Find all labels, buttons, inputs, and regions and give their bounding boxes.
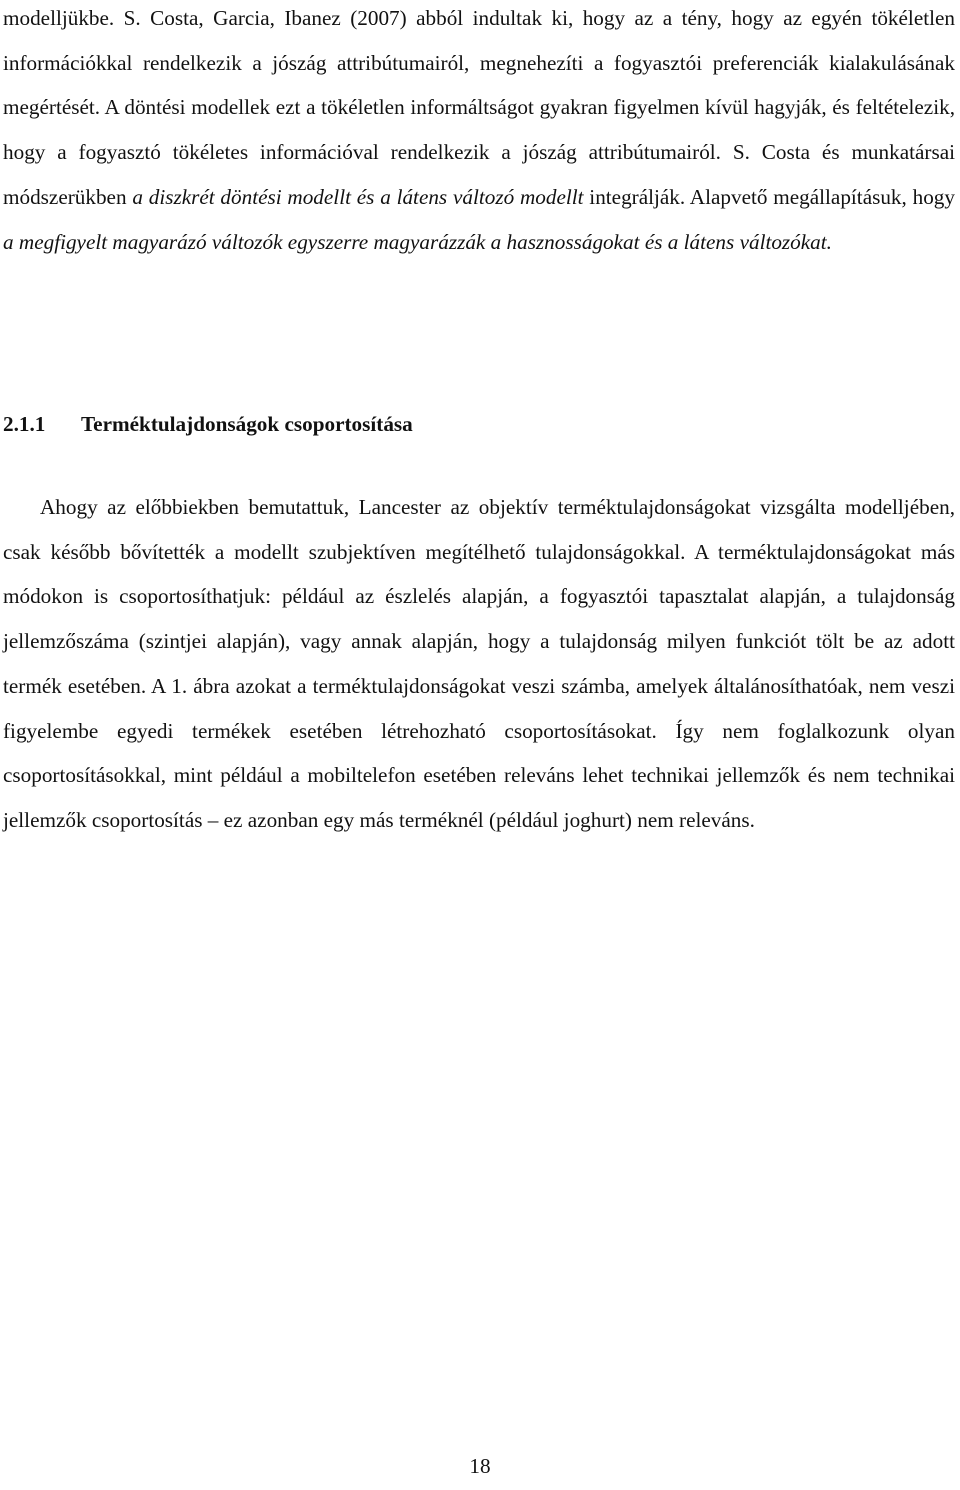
page-number: 18 (469, 1454, 491, 1478)
paragraph1-text-run-1: modelljükbe. S. Costa, Garcia, Ibanez (2007) abból indultak ki, hogy az a tény, hogy az egyén tökéletlen információkkal rendelkezik a jószág attribútumairól, megnehezíti a fogyasztói preferenciák kialakulásának megértését. A döntési modellek ezt a tökéletlen informáltságot gyakran figyelmen kívül hagyják, és feltételezik, hogy a fogyasztó tökéletes információval rendelkezik a jószág attribútumairól. S. Costa és munkatársai módszerükben (3, 6, 955, 209)
paragraph-attribute-grouping (3, 485, 955, 843)
section-number: 2.1.1 (3, 412, 46, 436)
paragraph-discrete-choice-models (3, 0, 955, 264)
section-title: Terméktulajdonságok csoportosítása (81, 412, 413, 436)
paragraph1-italic-run-2: a megfigyelt magyarázó változók egyszerre magyarázzák a hasznosságokat és a látens változókat. (3, 229, 832, 254)
paragraph1-text-run-2: integrálják. Alapvető megállapításuk, hogy (583, 184, 955, 209)
section-heading (3, 402, 413, 447)
paragraph2-text: Ahogy az előbbiekben bemutattuk, Lancester az objektív terméktulajdonságokat vizsgálta modelljében, csak később bővítették a modellt szubjektíven megítélhető tulajdonságokkal. A terméktulajdonságokat más módokon is csoportosíthatjuk: például az észlelés alapján, a fogyasztói tapasztalat alapján, a tulajdonság jellemzőszáma (szintjei alapján), vagy annak alapján, hogy a tulajdonság milyen funkciót tölt be az adott termék esetében. A 1. ábra azokat a terméktulajdonságokat veszi számba, amelyek általánosíthatóak, nem veszi figyelembe egyedi termékek esetében létrehozható csoportosításokat. Így nem foglalkozunk olyan csoportosításokkal, mint például a mobiltelefon esetében releváns lehet technikai jellemzők és nem technikai jellemzők csoportosítás – ez azonban egy más terméknél (például joghurt) nem releváns. (3, 495, 955, 832)
paragraph1-italic-run-1: a diszkrét döntési modellt és a látens változó modellt (132, 184, 584, 209)
